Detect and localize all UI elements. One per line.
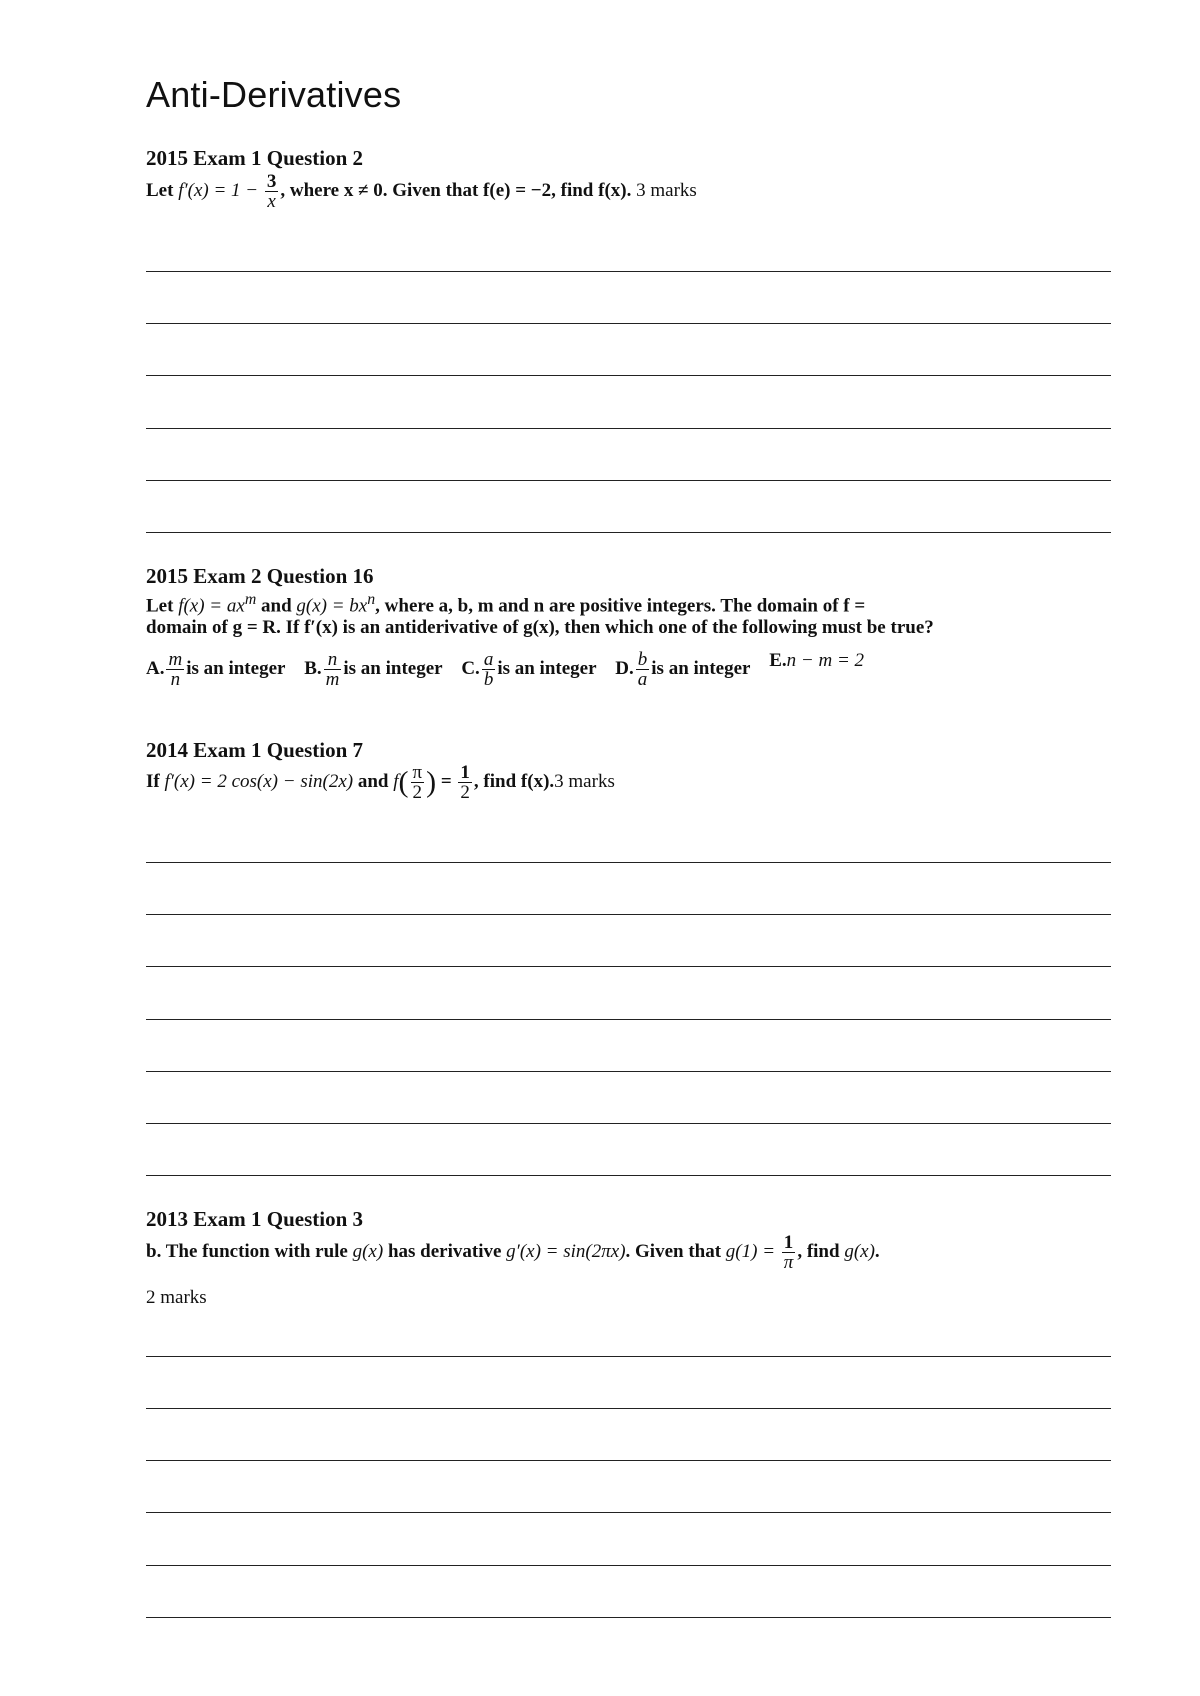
option-a (146, 650, 285, 689)
q3-half-fraction (458, 763, 472, 802)
option-c-label: C. (461, 658, 480, 679)
option-a-den: n (166, 669, 184, 689)
answer-line (146, 271, 1111, 272)
q4-text4: , find (797, 1240, 840, 1262)
question-2-line-2: domain of g = R. If f′(x) is an antiderivative of g(x), then which one of the following must be true? (146, 617, 934, 638)
option-b-label: B. (304, 658, 322, 679)
option-b-den: m (325, 669, 340, 691)
option-a-num: m (168, 649, 183, 671)
option-c-fraction (482, 650, 496, 689)
option-b-num: n (327, 649, 338, 671)
answer-line (146, 1460, 1111, 1461)
q4-text2: has derivative (387, 1240, 502, 1262)
answer-line (146, 1408, 1111, 1409)
q1-mid: , where x ≠ 0. Given that f(e) = −2, find f(x). (280, 179, 632, 201)
option-b (304, 650, 442, 689)
question-1-heading: 2015 Exam 1 Question 2 (146, 146, 364, 170)
q3-half-den: 2 (460, 782, 470, 803)
q2-and: and (261, 595, 292, 617)
q2-line1-rest: , where a, b, m and n are positive integers. The domain of f = (375, 595, 866, 617)
answer-line (146, 323, 1111, 324)
answer-line (146, 1071, 1111, 1072)
q2-sup-n: n (367, 591, 376, 608)
q4-text3: . Given that (625, 1240, 722, 1262)
answer-line (146, 1617, 1111, 1618)
page-title: Anti-Derivatives (146, 74, 402, 115)
option-d-label: D. (615, 658, 634, 679)
answer-line (146, 480, 1111, 481)
q3-lhs: f′(x) = 2 cos(x) − sin(2x) (164, 770, 354, 792)
q4-g1: g(1) = (725, 1240, 776, 1262)
q4-gx2: g(x) (844, 1240, 875, 1262)
answer-line (146, 1175, 1111, 1176)
q3-rest: , find f(x). (473, 770, 555, 792)
option-c-num: a (483, 649, 494, 671)
q1-marks: 3 marks (636, 179, 697, 201)
answer-line (146, 1356, 1111, 1357)
q4-frac-num: 1 (783, 1232, 794, 1253)
q1-frac-den: x (265, 191, 279, 211)
q2-sup-m: m (244, 591, 257, 608)
question-2-heading: 2015 Exam 2 Question 16 (146, 564, 374, 588)
option-b-fraction (324, 650, 342, 689)
answer-line (146, 1512, 1111, 1513)
option-d-den: a (637, 669, 648, 691)
q2-fx: f(x) = ax (178, 595, 245, 617)
q1-lhs: f′(x) = 1 − (178, 179, 259, 201)
q4-fraction (782, 1233, 796, 1272)
q4-text5: . (874, 1240, 880, 1262)
option-c-text: is an integer (497, 658, 597, 679)
q3-half-num: 1 (460, 762, 470, 783)
q4-frac-den: π (783, 1252, 794, 1273)
q4-part: b. (146, 1240, 162, 1262)
answer-line (146, 1565, 1111, 1566)
q4-marks: 2 marks (146, 1287, 207, 1308)
question-1-text (146, 172, 697, 211)
q1-let: Let (146, 179, 174, 201)
answer-line (146, 532, 1111, 533)
question-3-text (146, 763, 615, 802)
option-e-label: E. (769, 650, 787, 671)
option-d (615, 650, 750, 689)
q3-pi-num: π (412, 762, 423, 783)
answer-line (146, 1019, 1111, 1020)
option-a-text: is an integer (186, 658, 286, 679)
q3-eq: = (440, 770, 452, 792)
option-a-fraction (166, 650, 184, 689)
option-c-den: b (483, 669, 494, 691)
answer-line (146, 375, 1111, 376)
question-4-text (146, 1233, 880, 1272)
option-b-text: is an integer (343, 658, 443, 679)
q4-gx: g(x) (352, 1240, 384, 1262)
question-2-options (146, 650, 878, 689)
option-d-num: b (637, 649, 648, 671)
q3-f: f (393, 770, 399, 792)
answer-line (146, 428, 1111, 429)
option-e (769, 650, 864, 672)
q2-gx: g(x) = bx (296, 595, 368, 617)
answer-line (146, 862, 1111, 863)
left-paren: ( (398, 765, 409, 799)
right-paren: ) (426, 765, 437, 799)
answer-line (146, 966, 1111, 967)
option-c (461, 650, 596, 689)
answer-line (146, 914, 1111, 915)
q1-frac-num: 3 (266, 171, 277, 192)
option-a-label: A. (146, 658, 165, 679)
q3-and: and (357, 770, 389, 792)
question-2-line-1 (146, 591, 865, 617)
q3-pi-den: 2 (411, 782, 425, 802)
option-d-text: is an integer (651, 658, 751, 679)
q3-if: If (146, 770, 160, 792)
option-d-fraction (636, 650, 650, 689)
question-3-heading: 2014 Exam 1 Question 7 (146, 738, 364, 762)
q2-let: Let (146, 595, 174, 617)
answer-line (146, 1123, 1111, 1124)
q1-fraction (265, 172, 279, 211)
q3-pi-fraction (411, 763, 425, 802)
q4-text1: The function with rule (165, 1240, 348, 1262)
q3-marks: 3 marks (554, 770, 615, 792)
q4-gpx: g′(x) = sin(2πx) (506, 1240, 626, 1262)
option-e-text: n − m = 2 (786, 650, 865, 671)
question-4-heading: 2013 Exam 1 Question 3 (146, 1207, 364, 1231)
